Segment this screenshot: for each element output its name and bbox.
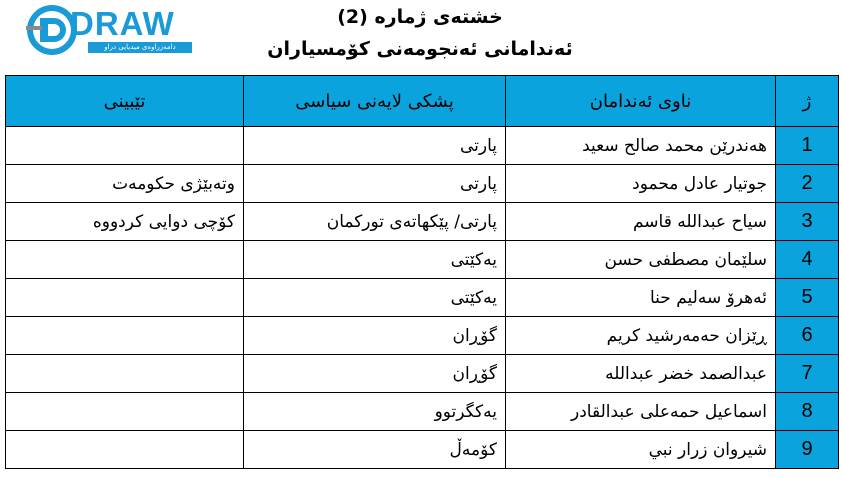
member-name: عبدالصمد خضر عبدالله (506, 355, 776, 393)
party-share: یەکگرتوو (244, 393, 506, 431)
party-share: پارتی (244, 165, 506, 203)
party-share: پارتی/ پێکهاتەی تورکمان (244, 203, 506, 241)
note (6, 393, 244, 431)
row-number: 9 (776, 431, 839, 469)
member-name: جوتیار عادل محمود (506, 165, 776, 203)
page-title: خشتەی ژمارە (2) (337, 6, 503, 28)
row-number: 7 (776, 355, 839, 393)
table-row (6, 241, 839, 279)
row-number: 8 (776, 393, 839, 431)
member-name: سلێمان مصطفی حسن (506, 241, 776, 279)
header-name: ناوی ئەندامان (506, 76, 776, 127)
party-share: گۆڕان (244, 355, 506, 393)
note (6, 241, 244, 279)
row-number: 5 (776, 279, 839, 317)
party-share: کۆمەڵ (244, 431, 506, 469)
note (6, 279, 244, 317)
party-share: یەکێتی (244, 241, 506, 279)
header-notes: تێبینی (6, 76, 244, 127)
header-num: ژ (776, 76, 839, 127)
member-name: سیاح عبدالله قاسم (506, 203, 776, 241)
members-table (5, 75, 839, 469)
page-subtitle: ئەندامانی ئەنجومەنی کۆمسیاران (267, 38, 573, 60)
member-name: ئەهرۆ سەلیم حنا (506, 279, 776, 317)
table-row (6, 203, 839, 241)
logo-tagline: دامەزراوەی میدیایی دراو (88, 42, 192, 53)
note: وتەبێژی حکومەت (6, 165, 244, 203)
note (6, 127, 244, 165)
member-name: هەندرێن محمد صالح سعید (506, 127, 776, 165)
table-row (6, 279, 839, 317)
draw-logo (26, 4, 192, 56)
row-number: 6 (776, 317, 839, 355)
member-name: اسماعیل حمەعلی عبدالقادر (506, 393, 776, 431)
logo-brand-text: DRAW (70, 5, 175, 42)
table-row (6, 317, 839, 355)
row-number: 2 (776, 165, 839, 203)
row-number: 4 (776, 241, 839, 279)
note (6, 317, 244, 355)
party-share: یەکێتی (244, 279, 506, 317)
table-row (6, 431, 839, 469)
table-row (6, 165, 839, 203)
header-party: پشکی لایەنی سیاسی (244, 76, 506, 127)
table-row (6, 127, 839, 165)
table-row (6, 355, 839, 393)
row-number: 1 (776, 127, 839, 165)
table-header-row (6, 76, 839, 127)
member-name: شیروان زرار نبي (506, 431, 776, 469)
note (6, 431, 244, 469)
member-name: ڕێزان حەمەرشید کریم (506, 317, 776, 355)
party-share: گۆڕان (244, 317, 506, 355)
note: کۆچی دوایی کردووە (6, 203, 244, 241)
row-number: 3 (776, 203, 839, 241)
table-row (6, 393, 839, 431)
party-share: پارتی (244, 127, 506, 165)
note (6, 355, 244, 393)
